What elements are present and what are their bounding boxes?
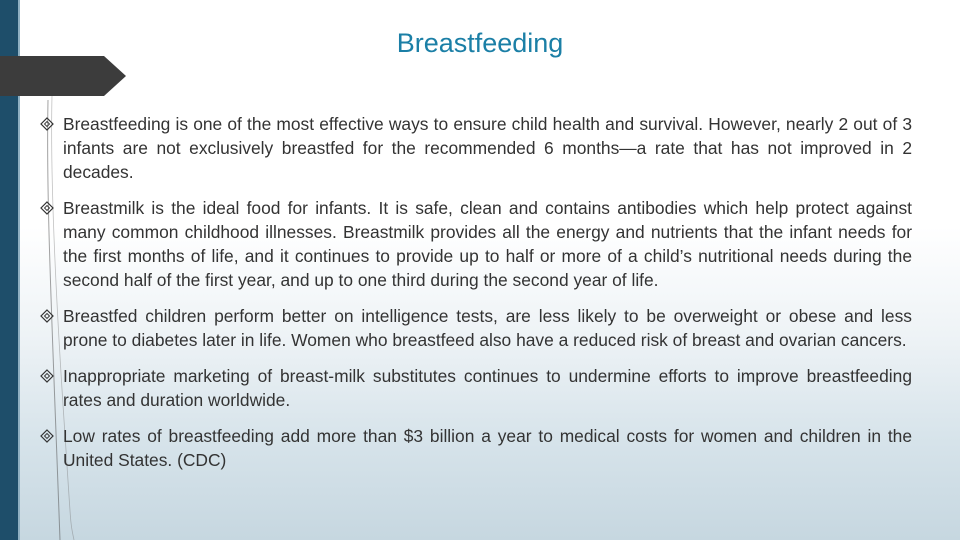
diamond-bullet-icon bbox=[40, 369, 54, 383]
bullet-item bbox=[40, 196, 912, 292]
bullet-text: Breastfed children perform better on intelligence tests, are less likely to be overweight or obese and less prone to diabetes later in life. Women who breastfeed also have a reduced risk of breast and ovarian cancers. bbox=[63, 306, 912, 350]
diamond-bullet-icon bbox=[40, 309, 54, 323]
bullet-text: Inappropriate marketing of breast-milk substitutes continues to undermine efforts to improve breastfeeding rates and duration worldwide. bbox=[63, 366, 912, 410]
title-tab-shape bbox=[0, 56, 126, 96]
slide-title: Breastfeeding bbox=[396, 28, 564, 58]
diamond-bullet-icon bbox=[40, 117, 54, 131]
diamond-bullet-icon bbox=[40, 429, 54, 443]
bullet-item bbox=[40, 112, 912, 184]
diamond-bullet-icon bbox=[40, 201, 54, 215]
bullet-item bbox=[40, 364, 912, 412]
bullet-text: Breastmilk is the ideal food for infants. It is safe, clean and contains antibodies which help protect against many common childhood illnesses. Breastmilk provides all the energy and nutrients that the infant needs for the first months of life, and it continues to provide up to half or more of a child’s nutritional needs during the second half of the first year, and up to one third during the second year of life. bbox=[63, 198, 912, 290]
bullet-item bbox=[40, 424, 912, 472]
bullet-list bbox=[40, 112, 912, 484]
bullet-text: Breastfeeding is one of the most effective ways to ensure child health and survival. However, nearly 2 out of 3 infants are not exclusively breastfed for the recommended 6 months—a rate that has not improved in 2 decades. bbox=[63, 114, 912, 182]
bullet-item bbox=[40, 304, 912, 352]
bullet-text: Low rates of breastfeeding add more than $3 billion a year to medical costs for women and children in the United States. (CDC) bbox=[63, 426, 912, 470]
